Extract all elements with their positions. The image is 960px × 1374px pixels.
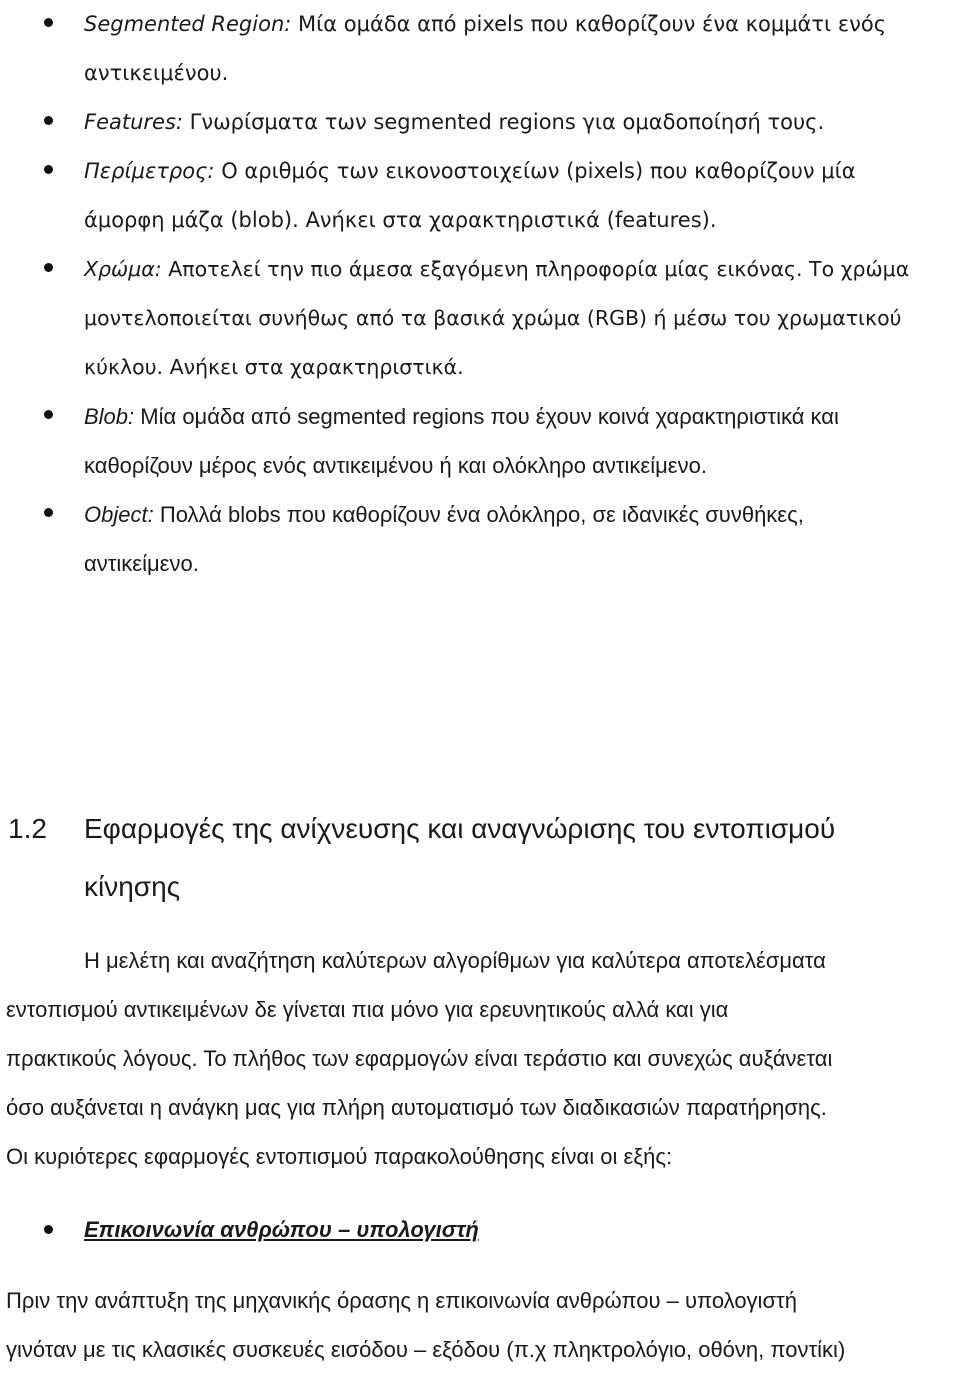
list-item-object: [0, 490, 960, 588]
section-title-line: κίνησης: [84, 871, 181, 902]
paragraph-line: όσο αυξάνεται η ανάγκη μας για πλήρη αυτοματισμό των διαδικασιών παρατήρησης.: [6, 1095, 827, 1120]
bullet-icon: [44, 410, 53, 419]
definition-text: αντικειμένου.: [84, 61, 229, 85]
definition-list: [0, 0, 960, 588]
term: Features:: [84, 110, 183, 134]
bullet-icon: [44, 1225, 53, 1234]
definition-text: καθορίζουν μέρος ενός αντικειμένου ή και ολόκληρο αντικείμενο.: [84, 453, 707, 478]
bullet-icon: [44, 263, 53, 272]
term: Segmented Region:: [84, 12, 292, 36]
body-paragraph: [6, 1276, 956, 1374]
bullet-icon: [44, 508, 53, 517]
subsection-heading: [0, 1205, 960, 1254]
list-item-segmented-region: [0, 0, 960, 98]
definition-text: Γνωρίσματα των segmented regions για ομαδοποίησή τους.: [182, 110, 825, 134]
paragraph-line: Οι κυριότερες εφαρμογές εντοπισμού παρακολούθησης είναι οι εξής:: [6, 1144, 673, 1169]
definition-text: Πολλά blobs που καθορίζουν ένα ολόκληρο, σε ιδανικές συνθήκες,: [153, 502, 804, 527]
term: Περίμετρος:: [84, 159, 215, 183]
paragraph-line: πρακτικούς λόγους. Το πλήθος των εφαρμογών είναι τεράστιο και συνεχώς αυξάνεται: [6, 1046, 833, 1071]
list-item-blob: [0, 392, 960, 490]
section-number: 1.2: [8, 813, 47, 844]
subsection-title: Επικοινωνία ανθρώπου – υπολογιστή: [84, 1217, 479, 1242]
paragraph-line: γινόταν με τις κλασικές συσκευές εισόδου – εξόδου (π.χ πληκτρολόγιο, οθόνη, ποντίκι): [6, 1337, 846, 1362]
definition-text: Ο αριθμός των εικονοστοιχείων (pixels) που καθορίζουν μία: [214, 159, 856, 183]
bullet-icon: [44, 165, 53, 174]
bullet-icon: [44, 116, 53, 125]
definition-text: αντικείμενο.: [84, 551, 199, 576]
definition-text: Μία ομάδα από segmented regions που έχουν κοινά χαρακτηριστικά και: [134, 404, 839, 429]
definition-text: μοντελοποιείται συνήθως από τα βασικά χρώμα (RGB) ή μέσω του χρωματικού: [84, 306, 902, 330]
list-item-color: [0, 245, 960, 392]
paragraph-line: Πριν την ανάπτυξη της μηχανικής όρασης η επικοινωνία ανθρώπου – υπολογιστή: [6, 1288, 797, 1313]
intro-paragraph: [6, 936, 956, 1181]
paragraph-line: Η μελέτη και αναζήτηση καλύτερων αλγορίθμων για καλύτερα αποτελέσματα: [84, 948, 826, 973]
definition-text: άμορφη μάζα (blob). Ανήκει στα χαρακτηριστικά (features).: [84, 208, 717, 232]
definition-text: Μία ομάδα από pixels που καθορίζουν ένα κομμάτι ενός: [291, 12, 887, 36]
term: Χρώμα:: [84, 257, 162, 281]
list-item-features: [0, 98, 960, 147]
bullet-icon: [44, 18, 53, 27]
list-item-perimeter: [0, 147, 960, 245]
paragraph-line: εντοπισμού αντικειμένων δε γίνεται πια μόνο για ερευνητικούς αλλά και για: [6, 997, 729, 1022]
section-heading: [8, 800, 948, 916]
term: Object:: [84, 502, 154, 527]
definition-text: κύκλου. Ανήκει στα χαρακτηριστικά.: [84, 355, 464, 379]
term: Blob:: [84, 404, 135, 429]
definition-text: Αποτελεί την πιο άμεσα εξαγόμενη πληροφορία μίας εικόνας. Το χρώμα: [161, 257, 910, 281]
section-title-line: Εφαρμογές της ανίχνευσης και αναγνώρισης του εντοπισμού: [84, 813, 836, 844]
